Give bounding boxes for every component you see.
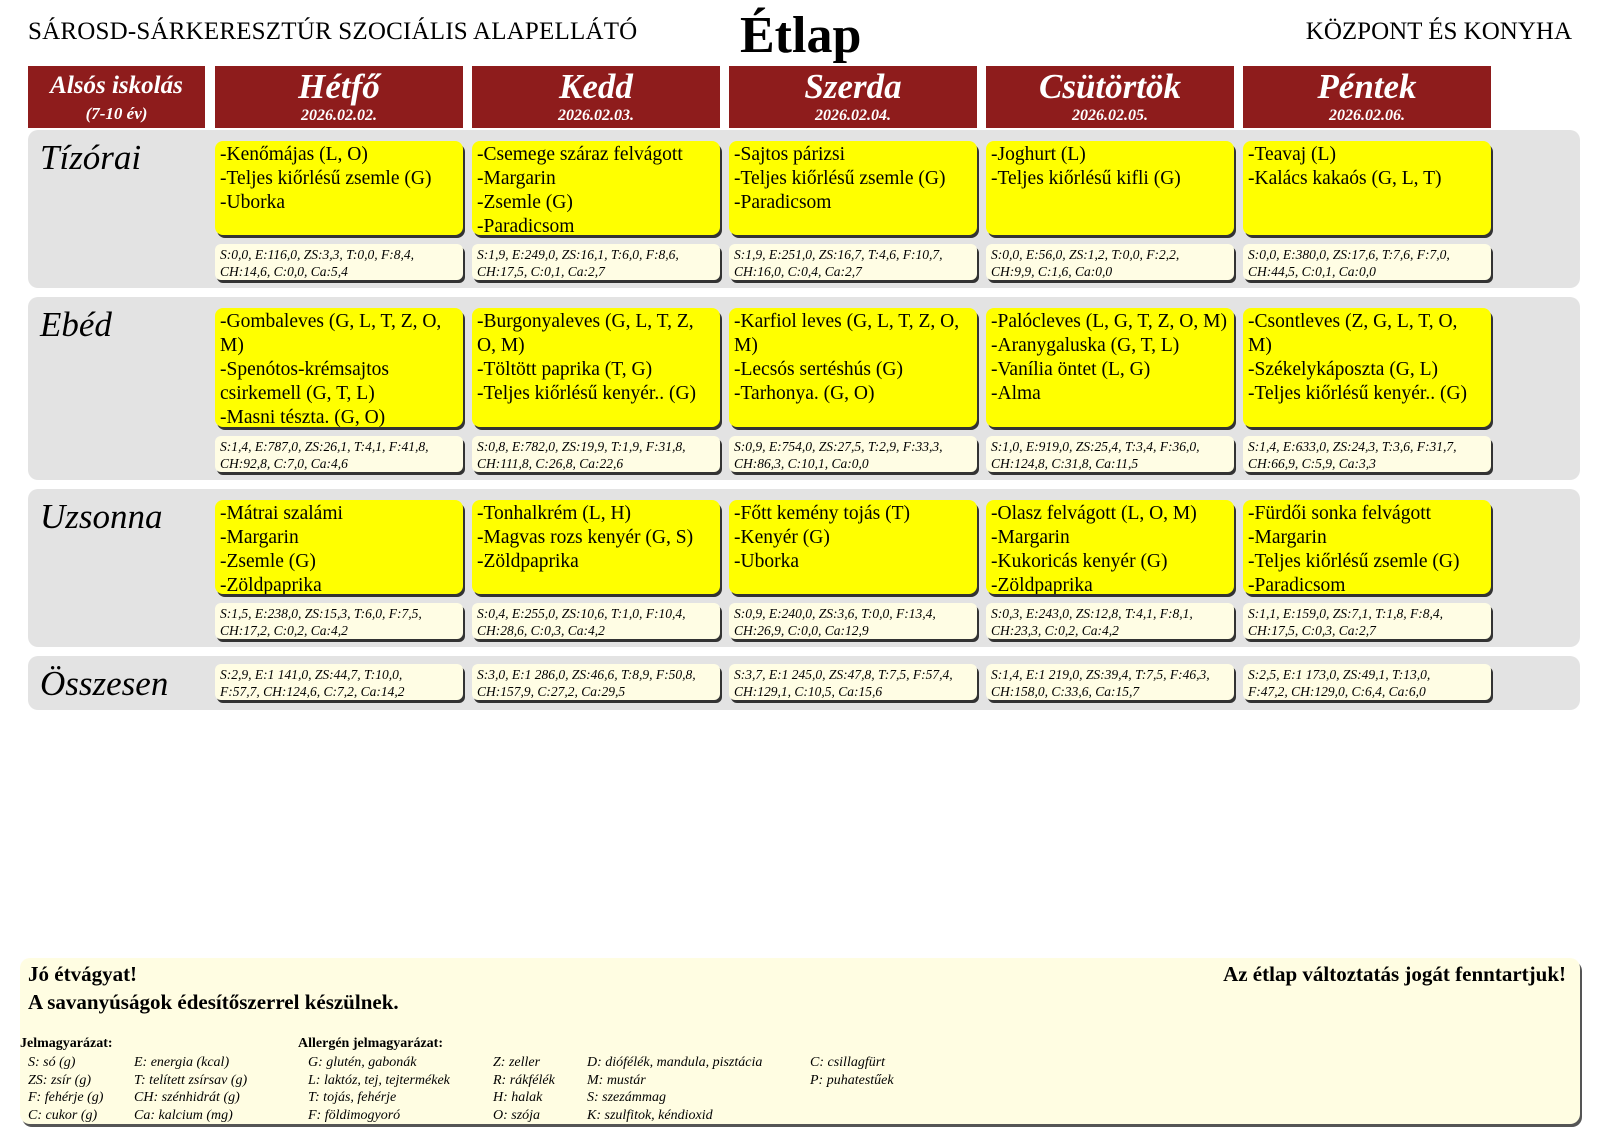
nutrition-cell — [729, 603, 977, 639]
dish-line: -Kukoricás kenyér (G) — [991, 551, 1168, 572]
nutrition-line: S:1,9, E:249,0, ZS:16,1, T:6,0, F:8,6, — [477, 247, 679, 262]
dish-line: -Zsemle (G) — [220, 551, 316, 572]
nutrition-line: S:1,0, E:919,0, ZS:25,4, T:3,4, F:36,0, — [991, 439, 1200, 454]
nutrition-line: S:0,0, E:56,0, ZS:1,2, T:0,0, F:2,2, — [991, 247, 1180, 262]
nutrition-cell — [472, 603, 720, 639]
dish-line: -Teljes kiőrlésű kenyér.. (G) — [477, 383, 697, 404]
legend-item: T: telített zsírsav (g) — [134, 1072, 248, 1088]
nutrition-cell — [729, 244, 977, 280]
day-name: Péntek — [1317, 67, 1417, 106]
nutrition-line: CH:28,6, C:0,3, Ca:4,2 — [477, 623, 605, 638]
dish-line: -Margarin — [220, 527, 299, 548]
meal-label-tizorai: Tízórai — [40, 138, 142, 177]
nutrition-cell — [986, 244, 1234, 280]
dish-line: -Masni tészta. (G, O) — [220, 407, 386, 427]
meal-label-osszesen: Összesen — [40, 664, 169, 703]
nutrition-line: F:57,7, CH:124,6, C:7,2, Ca:14,2 — [220, 684, 405, 699]
legend-item: D: diófélék, mandula, pisztácia — [587, 1055, 763, 1070]
legend-item: C: csillagfürt — [810, 1055, 886, 1070]
dish-line: -Fürdői sonka felvágott — [1248, 503, 1432, 524]
meal-label-uzsonna: Uzsonna — [40, 497, 163, 536]
footer-disclaimer: Az étlap változtatás jogát fenntartjuk! — [1223, 962, 1566, 986]
dish-line: -Zöldpaprika — [991, 575, 1093, 594]
nutrition-line: S:0,9, E:754,0, ZS:27,5, T:2,9, F:33,3, — [734, 439, 943, 454]
nutrition-line: F:47,2, CH:129,0, C:6,4, Ca:6,0 — [1248, 684, 1426, 699]
nutrition-line: CH:124,8, C:31,8, Ca:11,5 — [991, 456, 1139, 471]
nutrition-line: CH:157,9, C:27,2, Ca:29,5 — [477, 684, 626, 699]
allergen-col-3 — [587, 1054, 762, 1124]
dish-line: -Olasz felvágott (L, O, M) — [991, 503, 1197, 524]
legend-item: Z: zeller — [493, 1055, 541, 1070]
dish-line: -Mátrai szalámi — [220, 503, 343, 524]
dish-line: -Kalács kakaós (G, L, T) — [1248, 168, 1442, 189]
dish-line: -Paradicsom — [477, 216, 575, 235]
legend-title: Jelmagyarázat: — [20, 1036, 113, 1051]
dish-line: -Teavaj (L) — [1248, 144, 1336, 165]
dish-line: -Gombaleves (G, L, T, Z, O, M) — [220, 311, 442, 356]
day-date: 2026.02.06. — [1329, 107, 1405, 124]
dish-cell — [472, 308, 720, 427]
nutrition-line: CH:26,9, C:0,0, Ca:12,9 — [734, 623, 869, 638]
nutrition-line: CH:111,8, C:26,8, Ca:22,6 — [477, 456, 624, 471]
dish-cell — [472, 141, 720, 235]
nutrition-line: S:0,0, E:116,0, ZS:3,3, T:0,0, F:8,4, — [220, 247, 414, 262]
legend-item: H: halak — [493, 1090, 543, 1105]
group-header — [28, 66, 205, 128]
nutrition-cell — [215, 603, 463, 639]
dish-line: -Töltött paprika (T, G) — [477, 359, 653, 380]
nutrition-cell — [472, 436, 720, 472]
day-date: 2026.02.05. — [1072, 107, 1148, 124]
dish-cell — [1243, 141, 1491, 235]
dish-line: -Burgonyaleves (G, L, T, Z, O, M) — [477, 311, 694, 356]
nutrition-line: CH:44,5, C:0,1, Ca:0,0 — [1248, 264, 1376, 279]
dish-line: -Margarin — [991, 527, 1070, 548]
nutrition-line: CH:14,6, C:0,0, Ca:5,4 — [220, 264, 348, 279]
group-name: Alsós iskolás — [50, 72, 183, 99]
nutrition-cell — [729, 436, 977, 472]
allergen-col-1 — [308, 1054, 450, 1124]
legend-item: CH: szénhidrát (g) — [134, 1090, 240, 1105]
nutrition-line: S:0,3, E:243,0, ZS:12,8, T:4,1, F:8,1, — [991, 606, 1193, 621]
dish-line: -Teljes kiőrlésű zsemle (G) — [734, 168, 946, 189]
allergen-col-4 — [810, 1054, 894, 1089]
dish-line: -Kenyér (G) — [734, 527, 830, 548]
day-date: 2026.02.04. — [815, 107, 891, 124]
dish-line: -Zöldpaprika — [477, 551, 579, 572]
dish-line: -Csontleves (Z, G, L, T, O, M) — [1248, 311, 1458, 356]
day-name: Csütörtök — [1039, 67, 1181, 106]
footer-note: A savanyúságok édesítőszerrel készülnek. — [28, 990, 399, 1014]
nutrition-cell — [986, 603, 1234, 639]
group-age: (7-10 év) — [85, 104, 148, 123]
dish-line: -Uborka — [220, 192, 285, 213]
dish-cell — [986, 308, 1234, 427]
legend-item: P: puhatestűek — [810, 1072, 894, 1088]
allergen-legend-title: Allergén jelmagyarázat: — [298, 1036, 443, 1051]
nutrition-line: S:1,5, E:238,0, ZS:15,3, T:6,0, F:7,5, — [220, 606, 422, 621]
dish-line: -Tarhonya. (G, O) — [734, 383, 875, 404]
nutrition-line: CH:16,0, C:0,4, Ca:2,7 — [734, 264, 862, 279]
dish-line: -Alma — [991, 383, 1041, 404]
day-date: 2026.02.03. — [558, 107, 634, 124]
nutrition-cell — [215, 664, 463, 700]
day-header-4 — [986, 66, 1234, 128]
legend-item: O: szója — [493, 1107, 541, 1123]
dish-line: -Teljes kiőrlésű zsemle (G) — [220, 168, 432, 189]
dish-line: -Paradicsom — [1248, 575, 1346, 594]
nutrition-line: CH:92,8, C:7,0, Ca:4,6 — [220, 456, 348, 471]
nutrition-cell — [1243, 244, 1491, 280]
dish-line: -Sajtos párizsi — [734, 144, 846, 165]
nutrition-line: S:1,4, E:633,0, ZS:24,3, T:3,6, F:31,7, — [1248, 439, 1457, 454]
dish-line: -Székelykáposzta (G, L) — [1248, 359, 1439, 380]
day-date: 2026.02.02. — [301, 107, 377, 124]
dish-line: -Teljes kiőrlésű zsemle (G) — [1248, 551, 1460, 572]
legend-item: S: szezámmag — [587, 1090, 666, 1105]
dish-line: -Lecsós sertéshús (G) — [734, 359, 903, 380]
dish-line: -Teljes kiőrlésű kenyér.. (G) — [1248, 383, 1468, 404]
legend-item: F: földimogyoró — [308, 1107, 401, 1123]
header-left: SÁROSD-SÁRKERESZTÚR SZOCIÁLIS ALAPELLÁTÓ — [28, 18, 638, 45]
nutrition-line: S:0,4, E:255,0, ZS:10,6, T:1,0, F:10,4, — [477, 606, 686, 621]
dish-line: -Margarin — [477, 168, 556, 189]
nutrition-line: S:3,7, E:1 245,0, ZS:47,8, T:7,5, F:57,4, — [734, 667, 953, 682]
day-name: Hétfő — [298, 67, 380, 106]
nutrition-line: CH:158,0, C:33,6, Ca:15,7 — [991, 684, 1140, 699]
dish-cell — [215, 141, 463, 235]
legend-item: M: mustár — [587, 1072, 646, 1088]
meal-label-ebed: Ebéd — [40, 305, 112, 344]
nutrition-line: S:2,5, E:1 173,0, ZS:49,1, T:13,0, — [1248, 667, 1431, 682]
legend-item: F: fehérje (g) — [28, 1090, 104, 1105]
nutrition-line: CH:17,2, C:0,2, Ca:4,2 — [220, 623, 348, 638]
legend-item: K: szulfitok, kéndioxid — [587, 1107, 713, 1123]
nutrition-line: S:0,0, E:380,0, ZS:17,6, T:7,6, F:7,0, — [1248, 247, 1450, 262]
nutrition-line: S:0,8, E:782,0, ZS:19,9, T:1,9, F:31,8, — [477, 439, 686, 454]
page-title: Étlap — [740, 7, 862, 64]
dish-cell — [1243, 308, 1491, 427]
dish-cell — [729, 500, 977, 594]
nutrition-line: S:1,9, E:251,0, ZS:16,7, T:4,6, F:10,7, — [734, 247, 943, 262]
dish-cell — [1243, 500, 1491, 594]
dish-line: -Zsemle (G) — [477, 192, 573, 213]
nutrition-cell — [986, 436, 1234, 472]
header-right: KÖZPONT ÉS KONYHA — [1305, 18, 1572, 45]
nutrition-line: S:1,4, E:1 219,0, ZS:39,4, T:7,5, F:46,3, — [991, 667, 1210, 682]
footer-panel — [20, 958, 1580, 1124]
dish-cell — [729, 308, 977, 427]
nutrition-cell — [472, 244, 720, 280]
footer-wish — [28, 960, 399, 1016]
dish-line: -Teljes kiőrlésű kifli (G) — [991, 168, 1181, 189]
nutrition-cell — [215, 436, 463, 472]
nutrition-line: CH:66,9, C:5,9, Ca:3,3 — [1248, 456, 1376, 471]
nutrition-line: CH:17,5, C:0,1, Ca:2,7 — [477, 264, 605, 279]
nutrition-line: S:2,9, E:1 141,0, ZS:44,7, T:10,0, — [220, 667, 403, 682]
dish-line: -Tonhalkrém (L, H) — [477, 503, 632, 524]
nutrition-line: S:0,9, E:240,0, ZS:3,6, T:0,0, F:13,4, — [734, 606, 936, 621]
nutrition-line: CH:9,9, C:1,6, Ca:0,0 — [991, 264, 1113, 279]
dish-line: -Zöldpaprika — [220, 575, 322, 594]
dish-line: -Spenótos-krémsajtos csirkemell (G, T, L) — [220, 359, 389, 404]
nutrition-line: CH:129,1, C:10,5, Ca:15,6 — [734, 684, 883, 699]
nutrition-line: S:1,4, E:787,0, ZS:26,1, T:4,1, F:41,8, — [220, 439, 429, 454]
legend-item: C: cukor (g) — [28, 1107, 98, 1123]
nutrition-cell — [1243, 436, 1491, 472]
dish-line: -Margarin — [1248, 527, 1327, 548]
legend-item: L: laktóz, tej, tejtermékek — [308, 1072, 450, 1088]
day-header-3 — [729, 66, 977, 128]
day-name: Kedd — [559, 67, 633, 106]
day-name: Szerda — [804, 67, 902, 106]
dish-line: -Karfiol leves (G, L, T, Z, O, M) — [734, 311, 960, 356]
legend-item: T: tojás, fehérje — [308, 1090, 397, 1105]
dish-line: -Uborka — [734, 551, 799, 572]
dish-cell — [472, 500, 720, 594]
dish-cell — [215, 308, 463, 427]
dish-cell — [215, 500, 463, 594]
dish-line: -Paradicsom — [734, 192, 832, 213]
legend-item: G: glutén, gabonák — [308, 1055, 417, 1070]
legend-item: Ca: kalcium (mg) — [134, 1107, 233, 1123]
dish-cell — [986, 141, 1234, 235]
dish-cell — [729, 141, 977, 235]
dish-line: -Főtt kemény tojás (T) — [734, 503, 911, 524]
dish-cell — [986, 500, 1234, 594]
legend-item: ZS: zsír (g) — [28, 1072, 92, 1088]
nutrition-line: CH:86,3, C:10,1, Ca:0,0 — [734, 456, 869, 471]
allergen-col-2 — [493, 1054, 555, 1124]
nutrition-cell — [215, 244, 463, 280]
legend-col-2 — [134, 1054, 247, 1124]
nutrition-cell — [986, 664, 1234, 700]
nutrition-cell — [1243, 603, 1491, 639]
dish-line: -Vanília öntet (L, G) — [991, 359, 1151, 380]
footer-wish-text: Jó étvágyat! — [28, 962, 138, 986]
nutrition-cell — [472, 664, 720, 700]
legend-item: R: rákfélék — [493, 1072, 555, 1088]
day-header-1 — [215, 66, 463, 128]
day-header-2 — [472, 66, 720, 128]
nutrition-line: CH:23,3, C:0,2, Ca:4,2 — [991, 623, 1119, 638]
nutrition-line: S:3,0, E:1 286,0, ZS:46,6, T:8,9, F:50,8, — [477, 667, 696, 682]
dish-line: -Palócleves (L, G, T, Z, O, M) — [991, 311, 1227, 332]
dish-line: -Aranygaluska (G, T, L) — [991, 335, 1180, 356]
nutrition-line: CH:17,5, C:0,3, Ca:2,7 — [1248, 623, 1376, 638]
nutrition-cell — [729, 664, 977, 700]
nutrition-line: S:1,1, E:159,0, ZS:7,1, T:1,8, F:8,4, — [1248, 606, 1443, 621]
dish-line: -Joghurt (L) — [991, 144, 1086, 165]
dish-line: -Kenőmájas (L, O) — [220, 144, 368, 165]
legend-col-1 — [28, 1054, 103, 1124]
day-header-5 — [1243, 66, 1491, 128]
dish-line: -Magvas rozs kenyér (G, S) — [477, 527, 694, 548]
legend-item: S: só (g) — [28, 1055, 76, 1070]
legend-item: E: energia (kcal) — [134, 1055, 230, 1070]
dish-line: -Csemege száraz felvágott — [477, 144, 683, 165]
nutrition-cell — [1243, 664, 1491, 700]
